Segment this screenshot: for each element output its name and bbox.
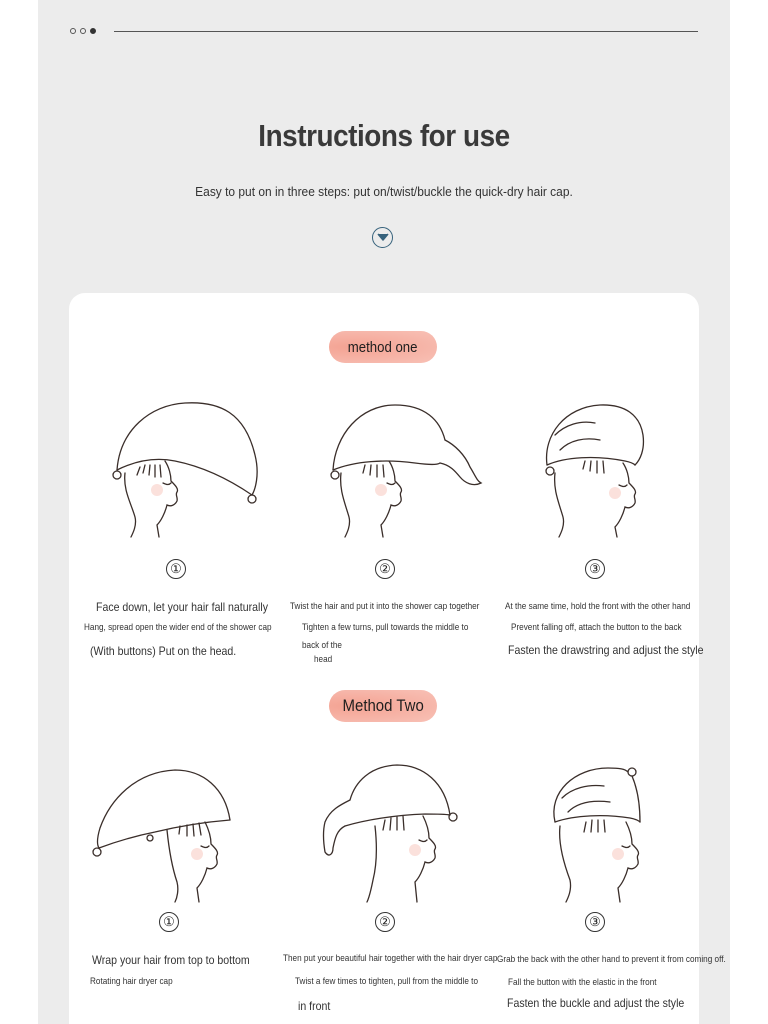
step-text: Then put your beautiful hair together with the hair dryer cap	[283, 953, 498, 964]
illustration-step-3-method-one	[515, 395, 695, 545]
step-text: back of the	[302, 640, 342, 651]
step-number: ②	[375, 559, 395, 579]
step-text: At the same time, hold the front with the other hand	[505, 601, 691, 612]
step-number: ③	[585, 912, 605, 932]
step-text: Wrap your hair from top to bottom	[92, 953, 250, 967]
step-text: Hang, spread open the wider end of the shower cap	[84, 622, 272, 633]
step-text: Twist a few times to tighten, pull from the middle to	[295, 976, 479, 987]
top-decoration	[70, 27, 698, 37]
step-number: ①	[166, 559, 186, 579]
step-text: Grab the back with the other hand to prevent it from coming off.	[497, 954, 726, 965]
illustration-step-2-method-one	[305, 395, 485, 545]
step-text: Face down, let your hair fall naturally	[96, 600, 268, 614]
illustration-step-2-method-two	[305, 760, 485, 910]
step-text: Prevent falling off, attach the button to the back	[511, 622, 682, 633]
step-number: ②	[375, 912, 395, 932]
method-two-badge: Method Two	[329, 690, 437, 722]
page-title: Instructions for use	[258, 118, 510, 153]
step-text: in front	[298, 999, 331, 1013]
step-text: Fasten the drawstring and adjust the style	[508, 643, 704, 657]
dot-icon	[70, 28, 76, 34]
step-text: Twist the hair and put it into the shower cap together	[290, 601, 480, 612]
illustration-step-1-method-two	[85, 760, 265, 910]
illustration-step-1-method-one	[95, 395, 275, 545]
dot-icon	[80, 28, 86, 34]
step-text: Fall the button with the elastic in the front	[508, 977, 657, 988]
step-number: ①	[159, 912, 179, 932]
method-one-badge: method one	[329, 331, 437, 363]
page-subtitle: Easy to put on in three steps: put on/twist/buckle the quick-dry hair cap.	[195, 184, 573, 199]
step-number: ③	[585, 559, 605, 579]
chevron-down-icon[interactable]	[372, 227, 393, 248]
divider-line	[114, 31, 698, 32]
step-text: Tighten a few turns, pull towards the middle to	[302, 622, 469, 633]
step-text: (With buttons) Put on the head.	[90, 644, 237, 658]
step-text: head	[314, 654, 333, 665]
dot-icon	[90, 28, 96, 34]
step-text: Fasten the buckle and adjust the style	[507, 996, 685, 1010]
step-text: Rotating hair dryer cap	[90, 976, 173, 987]
illustration-step-3-method-two	[520, 760, 700, 910]
